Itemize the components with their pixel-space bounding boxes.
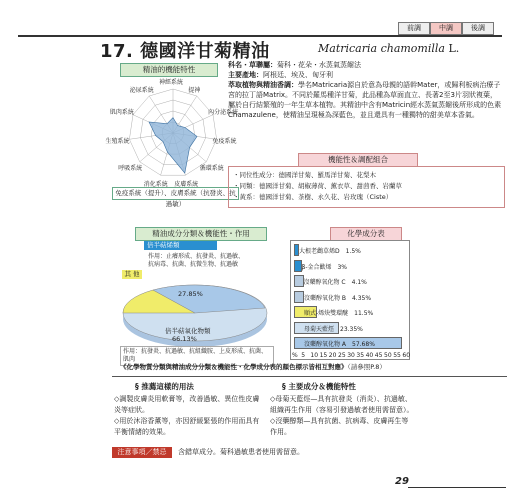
bar-label: 沒藥醇氧化物 C 4.1% xyxy=(303,279,367,286)
latin-name: Matricaria chamomilla L. xyxy=(318,42,460,55)
usage-list: ◇調製皮膚炎用軟膏等，改善過敏、異位性皮膚炎等症狀。 ◇用於沐浴香薰等，亦因舒緩緊張的作用而具有平衡情緒的效果。 xyxy=(114,395,260,436)
tick-label: 55 xyxy=(393,352,401,359)
figure-caption: 《化學物質分類與精油成分分類＆機能性・化學成分表的顏色標示皆相互對應》（請參照P.8） xyxy=(120,363,386,371)
bar-label: 順式-烯炔雙環醚 11.5% xyxy=(304,310,374,317)
radar-axis-label: 循環系統 xyxy=(199,165,224,173)
note-text: 含錯草成分。菊科過敏患者使用需留意。 xyxy=(178,448,304,456)
pie-label-bottom: 倍半萜氧化物類 xyxy=(165,327,211,335)
pie-chart xyxy=(115,275,275,355)
skin-list: ◇母菊天藍烴—具有抗發炎（消炎）、抗過敏、組織再生作用（容易引發過敏者使用需留意）。 ◇沒藥醇類—具有抗菌、抗病毒、皮膚再生等作用。 xyxy=(270,395,414,436)
tick-label: 5 xyxy=(301,352,306,359)
usage-title: § 推薦這樣的用法 xyxy=(135,382,194,391)
chart-title: 化學成分表 xyxy=(330,227,402,241)
pie-label-bottom-desc: 作用：抗發炎、抗過敏、抗組織胺、上皮形成、抗菌、肌肉 xyxy=(120,346,274,366)
pie-pct-bottom: 66.13% xyxy=(172,335,197,343)
radar-axis-label: 呼吸系統 xyxy=(118,165,143,173)
tick-label: 45 xyxy=(374,352,383,359)
blend-box-title: 機能性＆調配組合 xyxy=(298,153,418,167)
tick-label: 10 xyxy=(310,352,319,359)
bar xyxy=(294,260,302,272)
bar xyxy=(294,291,304,303)
blend-item: ・黃系：德國洋甘菊、茶樹、永久花、岩玫瑰（Ciste） xyxy=(233,193,393,201)
pie-label-top: 倍半萜烯類 xyxy=(144,241,217,250)
radar-axis-label: 免疫系統 xyxy=(212,138,237,146)
pie-box-title: 精油成分分類＆機能性・作用 xyxy=(135,227,267,241)
tick-label: % xyxy=(292,352,298,359)
footer-rule xyxy=(408,487,506,488)
bar-label: β-金合歡烯 3% xyxy=(301,263,348,271)
pie-label-top-desc: 作用：止癢形成、抗發炎、抗過敏、抗病毒、抗菌、抗微生物、抗過敏 xyxy=(148,253,245,268)
bar-label: 母菊天藍烴 23.35% xyxy=(304,325,363,333)
radar-axis-label: 提神 xyxy=(188,87,201,95)
tick-label: 60 xyxy=(402,352,411,359)
blend-box xyxy=(228,166,505,208)
radar-footnote: 免疫系統（提升）、皮膚系統（抗發炎、抗過敏） xyxy=(112,187,239,200)
info-block: 科名・草聯屬：菊科・花朵・水蒸氣蒸餾法 主要產地：阿根廷、埃及、匈牙利 萃取植物與精油香調：學名Matricaria源自於意為母親的語幹Mater，或歸利板病治療子宮的拉丁語Matrix。不同於羅馬種洋甘菊，此品種為草面直立、長著2至3片羽狀複葉，屬於自行結繁殖的一年生草本植物。其精油中含有Matricin經水蒸氣蒸餾後所形成的色素Chamazulene，使精油呈現極為深藍色，並且還具有一種獨特的甜美草本香氣。 xyxy=(228,61,502,119)
blend-item: ・同位性成分：德國洋甘菊、羅馬洋甘菊、花梨木 xyxy=(233,171,376,179)
section-divider xyxy=(112,376,507,377)
blend-item: ・同類：德國洋甘菊、胡椒薄荷、薰衣草、甜茴香、岩蘭草 xyxy=(233,182,402,190)
tab-middle: 中調 xyxy=(430,22,462,35)
bar-label: 沒藥醇氧化物 A 57.68% xyxy=(304,341,375,348)
page-title: 17. 德國洋甘菊精油 xyxy=(100,41,270,62)
radar-axis-label: 內分泌系統 xyxy=(208,109,239,117)
skin-title: § 主要成分＆機能特性 xyxy=(282,382,356,391)
radar-axis-label: 神經系統 xyxy=(159,79,184,86)
tick-label: 35 xyxy=(356,352,365,359)
radar-axis-label: 肌肉系統 xyxy=(109,109,134,117)
tab-top: 前調 xyxy=(398,22,430,35)
tick-label: 40 xyxy=(365,352,374,359)
tick-label: 25 xyxy=(338,352,346,359)
bar-label: 沒藥醇氧化物 B 4.35% xyxy=(303,294,372,302)
pie-pct-mid: 27.85% xyxy=(178,290,203,298)
radar-axis-label: 消化系統 xyxy=(143,180,168,188)
tick-label: 50 xyxy=(384,352,392,359)
bar xyxy=(294,275,304,287)
tick-label: 20 xyxy=(328,352,337,359)
tab-base: 後調 xyxy=(462,22,494,35)
radar-axis-label: 皮膚系統 xyxy=(174,180,199,188)
radar-axis-label: 生殖系統 xyxy=(105,138,130,146)
radar-axis-label: 泌尿系統 xyxy=(129,87,154,95)
note-label: 注意事項／禁忌 xyxy=(112,447,172,458)
tick-label: 15 xyxy=(319,352,328,359)
radar-box-title: 精油的機能特性 xyxy=(120,63,218,77)
pie-label-other: 其 他 xyxy=(122,270,142,279)
page-number: 29 xyxy=(395,476,409,487)
bar-label: 大根老鸛草烯D 1.5% xyxy=(299,248,361,255)
tick-label: 30 xyxy=(347,352,355,359)
